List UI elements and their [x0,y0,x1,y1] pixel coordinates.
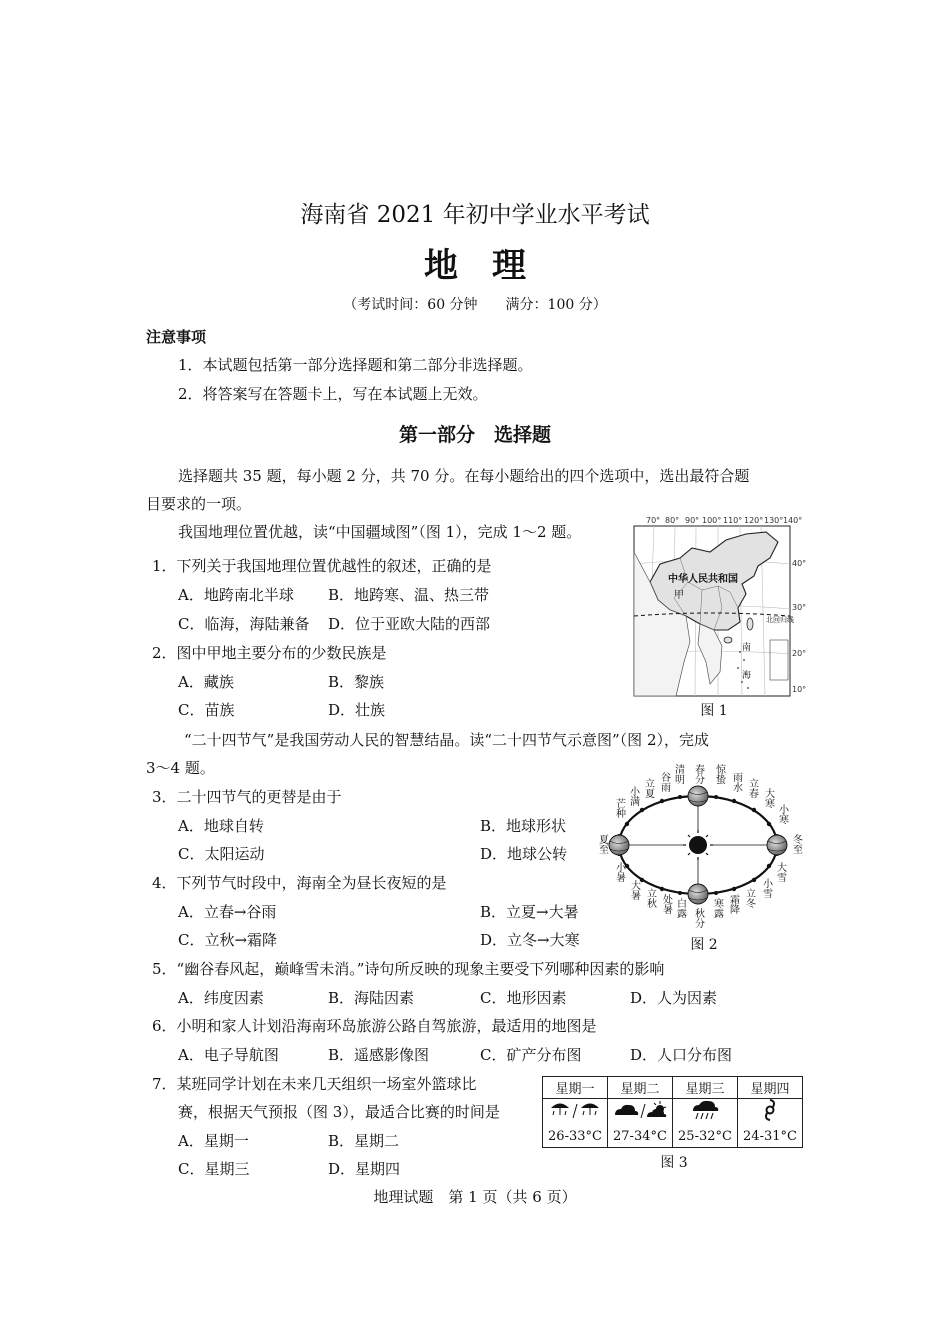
term-qingming: 清明 [672,764,684,784]
q3-option-b[interactable]: B．地球形状 [480,817,567,835]
lon-label: 90° [685,516,700,525]
heavy-rain-icon [675,1099,735,1121]
sea-label-1: 南 [742,643,752,653]
lat-label: 30° [792,603,807,612]
q1-option-d[interactable]: D．位于亚欧大陆的西部 [328,615,491,633]
earth-icon [688,884,708,904]
tropic-label: 北回归线 [766,616,794,624]
q2-option-b[interactable]: B．黎族 [328,673,385,691]
weather-temp: 26-33°C [543,1125,608,1148]
q4-stem: 4．下列节气时段中，海南全为昼长夜短的是 [152,874,447,892]
weather-day: 星期四 [738,1077,803,1099]
term-lichun: 立春 [746,778,758,798]
term-jingzhe: 惊蛰 [713,764,725,784]
weather-day: 星期一 [543,1077,608,1099]
weather-temp: 25-32°C [673,1125,738,1148]
q7-stem: 7．某班同学计划在未来几天组织一场室外篮球比 [152,1075,477,1093]
figure3-caption: 图 3 [660,1155,688,1171]
lon-label: 120° [744,516,764,525]
weather-temp: 24-31°C [738,1125,803,1148]
subject-title: 地理 [424,246,560,286]
q4-option-a[interactable]: A．立春→谷雨 [178,903,277,921]
term-mangzhong: 芒种 [613,798,625,818]
lat-label: 10° [792,685,807,694]
lon-label: 130° [764,516,784,525]
country-label: 中华人民共和国 [668,574,738,585]
q7-option-a[interactable]: A．星期一 [178,1132,249,1150]
q2-option-d[interactable]: D．壮族 [328,701,386,719]
solar-terms-diagram [592,764,806,938]
page-footer: 地理试题 第 1 页（共 6 页） [373,1188,577,1206]
term-xiaohan: 小寒 [776,804,788,824]
q6-option-a[interactable]: A．电子导航图 [178,1046,279,1064]
group1-intro: 我国地理位置优越，读“中国疆域图”（图 1），完成 1～2 题。 [178,523,582,541]
term-dashu: 大暑 [628,880,640,900]
group2-intro-cont: 3～4 题。 [146,759,215,777]
term-qiufen: 秋分 [692,908,704,928]
notice-item: 2．将答案写在答题卡上，写在本试题上无效。 [178,385,488,403]
group2-intro: “二十四节气”是我国劳动人民的智慧结晶。读“二十四节气示意图”（图 2），完成 [184,731,709,749]
term-bailu: 白露 [674,898,686,918]
earth-icon [688,786,708,806]
sea-label-2: 海 [742,671,752,681]
term-shuangjiang: 霜降 [727,894,739,914]
figure1-caption: 图 1 [700,703,728,719]
typhoon-icon [740,1099,800,1121]
term-dongzhi: 冬至 [790,834,802,854]
weather-day: 星期二 [608,1077,673,1099]
weather-day: 星期三 [673,1077,738,1099]
q6-option-b[interactable]: B．遥感影像图 [328,1046,430,1064]
term-chunfen: 春分 [692,764,704,784]
part1-intro: 选择题共 35 题，每小题 2 分，共 70 分。在每小题给出的四个选项中，选出最符合题 [178,467,750,485]
q6-stem: 6．小明和家人计划沿海南环岛旅游公路自驾旅游，最适用的地图是 [152,1017,597,1035]
part1-heading: 第一部分 选择题 [398,424,551,446]
lon-label: 80° [665,516,680,525]
q3-option-c[interactable]: C．太阳运动 [178,845,265,863]
q1-stem: 1．下列关于我国地理位置优越性的叙述，正确的是 [152,557,492,575]
term-guyu: 谷雨 [658,772,670,792]
q5-option-a[interactable]: A．纬度因素 [178,989,264,1007]
term-xiaoman: 小满 [627,786,639,806]
part1-intro-cont: 目要求的一项。 [146,495,252,513]
lon-label: 140° [783,516,803,525]
q2-option-a[interactable]: A．藏族 [178,673,234,691]
lon-label: 110° [723,516,743,525]
q3-stem: 3．二十四节气的更替是由于 [152,788,342,806]
cloudy-to-sunny-icon [610,1099,670,1121]
china-territory-map [630,512,810,698]
term-chushu: 处暑 [660,894,672,914]
q3-option-a[interactable]: A．地球自转 [178,817,264,835]
weather-temp: 27-34°C [608,1125,673,1148]
weather-forecast-table [542,1076,803,1148]
term-yushui: 雨水 [730,772,742,792]
term-hanlu: 寒露 [711,898,723,918]
exam-info: （考试时间：60 分钟 满分：100 分） [343,297,607,313]
q7-option-d[interactable]: D．星期四 [328,1160,401,1178]
lat-label: 20° [792,649,807,658]
term-xiaoshu: 小暑 [613,862,625,882]
lat-label: 40° [792,559,807,568]
q3-option-d[interactable]: D．地球公转 [480,845,568,863]
term-liqiu: 立秋 [644,888,656,908]
q1-option-c[interactable]: C．临海，海陆兼备 [178,615,310,633]
q4-option-b[interactable]: B．立夏→大暑 [480,903,579,921]
q5-option-c[interactable]: C．地形因素 [480,989,567,1007]
exam-title: 海南省 2021 年初中学业水平考试 [300,202,650,228]
q4-option-c[interactable]: C．立秋→霜降 [178,931,278,949]
q5-option-d[interactable]: D．人为因素 [630,989,718,1007]
earth-icon [609,835,629,855]
term-lixia: 立夏 [642,778,654,798]
earth-icon [767,835,787,855]
q7-stem-cont: 赛，根据天气预报（图 3），最适合比赛的时间是 [178,1103,500,1121]
shower-rain-icon [545,1099,605,1121]
region-jia-label: 甲 [674,590,684,601]
q1-option-b[interactable]: B．地跨寒、温、热三带 [328,586,490,604]
q2-stem: 2．图中甲地主要分布的少数民族是 [152,644,387,662]
term-daxue: 大雪 [774,862,786,882]
q4-option-d[interactable]: D．立冬→大寒 [480,931,580,949]
lon-label: 70° [646,516,661,525]
lon-label: 100° [702,516,722,525]
term-xiaoxue: 小雪 [760,878,772,898]
q7-option-b[interactable]: B．星期二 [328,1132,400,1150]
figure2-caption: 图 2 [690,937,718,953]
q6-option-c[interactable]: C．矿产分布图 [480,1046,582,1064]
q2-option-c[interactable]: C．苗族 [178,701,235,719]
q6-option-d[interactable]: D．人口分布图 [630,1046,733,1064]
term-xiazhi: 夏至 [596,834,608,854]
q5-option-b[interactable]: B．海陆因素 [328,989,415,1007]
notice-item: 1．本试题包括第一部分选择题和第二部分非选择题。 [178,356,533,374]
q5-stem: 5．“幽谷春风起，巅峰雪未消。”诗句所反映的现象主要受下列哪种因素的影响 [152,960,665,978]
q1-option-a[interactable]: A．地跨南北半球 [178,586,294,604]
sun-icon [683,830,713,860]
q7-option-c[interactable]: C．星期三 [178,1160,250,1178]
notice-heading: 注意事项 [146,328,207,346]
term-dahan: 大寒 [762,788,774,808]
term-lidong: 立冬 [743,888,755,908]
